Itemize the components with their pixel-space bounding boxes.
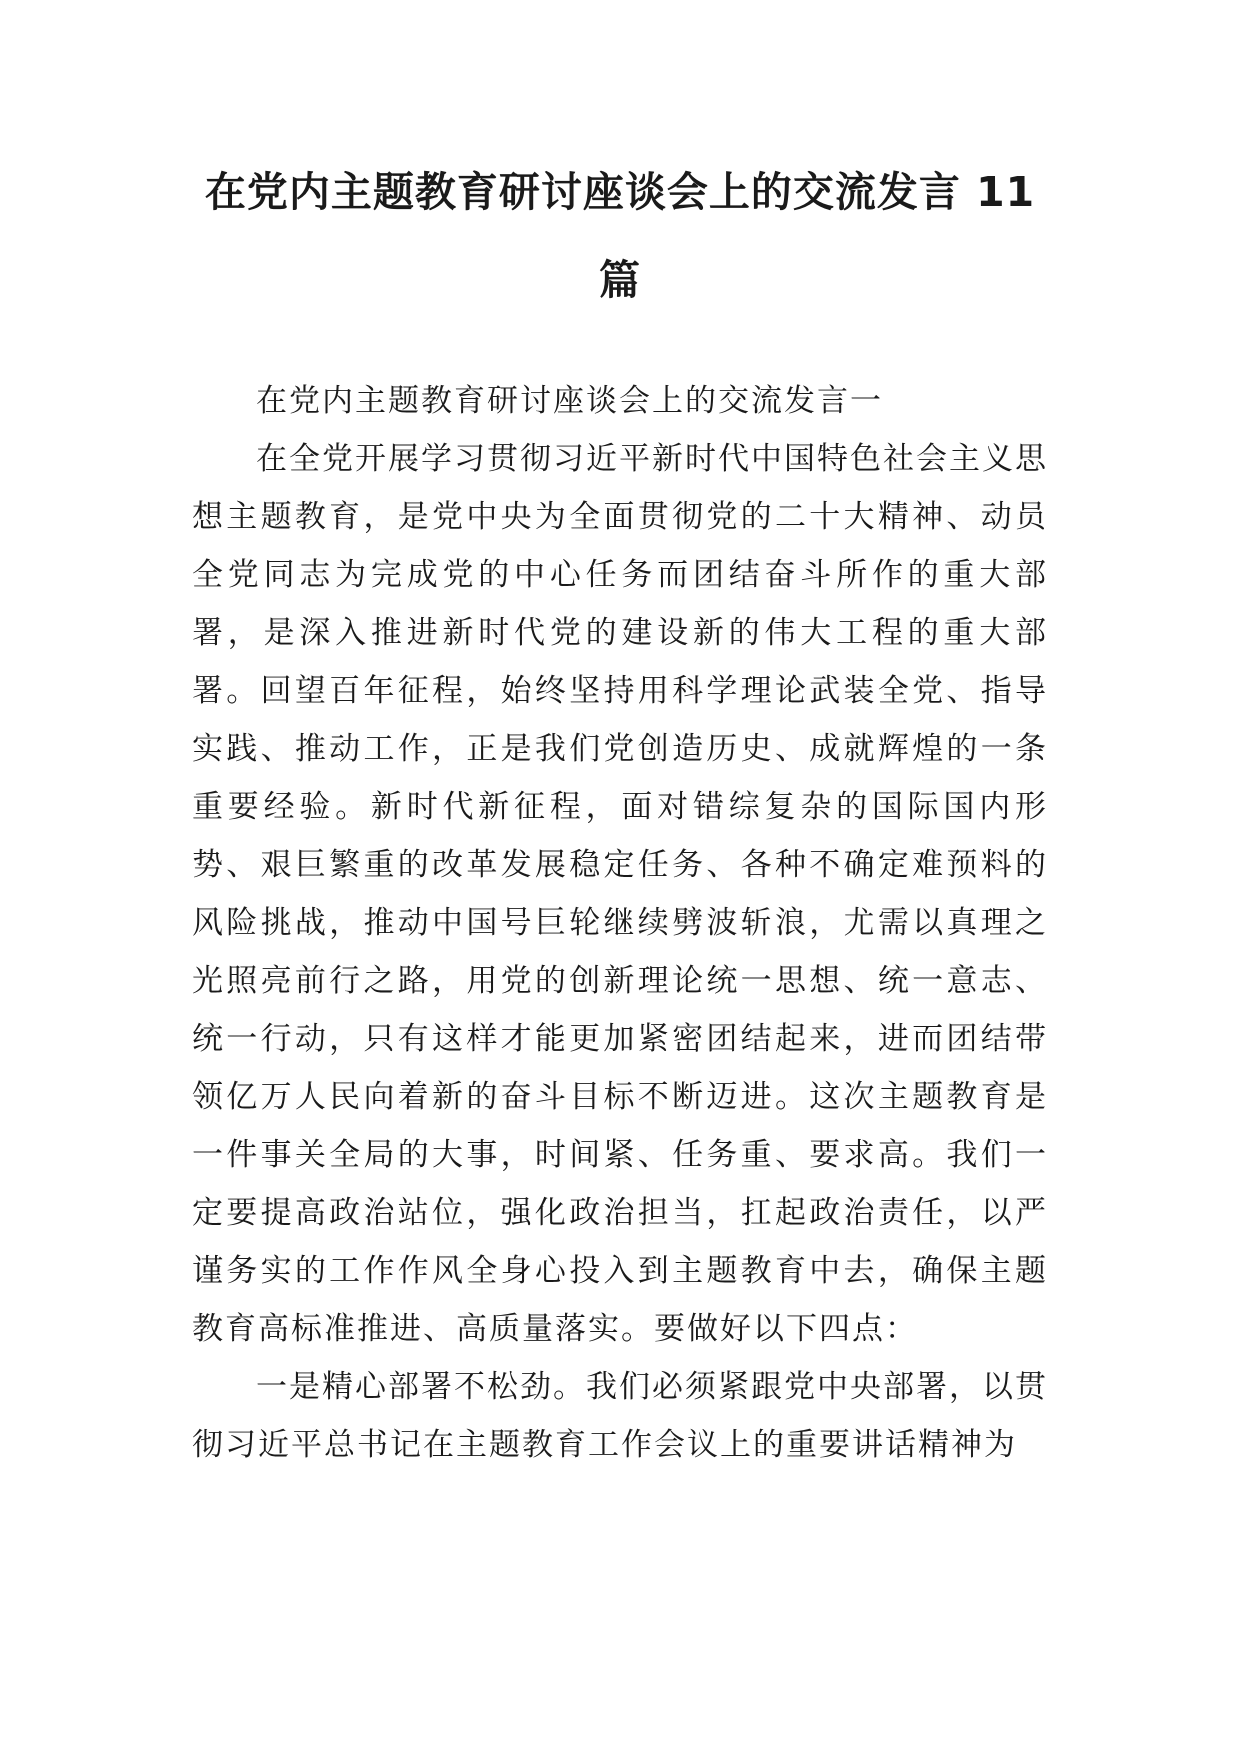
section-heading: 在党内主题教育研讨座谈会上的交流发言一	[256, 383, 883, 419]
document-title: 在党内主题教育研讨座谈会上的交流发言 11 篇	[204, 168, 1036, 304]
body-paragraph: 在全党开展学习贯彻习近平新时代中国特色社会主义思想主题教育，是党中央为全面贯彻党的二十大精神、动员全党同志为完成党的中心任务而团结奋斗所作的重大部署，是深入推进新时代党的建设新的伟大工程的重大部署。回望百年征程，始终坚持用科学理论武装全党、指导实践、推动工作，正是我们党创造历史、成就辉煌的一条重要经验。新时代新征程，面对错综复杂的国际国内形势、艰巨繁重的改革发展稳定任务、各种不确定难预料的风险挑战，推动中国号巨轮继续劈波斩浪，尤需以真理之光照亮前行之路，用党的创新理论统一思想、统一意志、统一行动，只有这样才能更加紧密团结起来，进而团结带领亿万人民向着新的奋斗目标不断迈进。这次主题教育是一件事关全局的大事，时间紧、任务重、要求高。我们一定要提高政治站位，强化政治担当，扛起政治责任，以严谨务实的工作作风全身心投入到主题教育中去，确保主题教育高标准推进、高质量落实。要做好以下四点：	[192, 441, 1048, 1347]
document-body	[192, 372, 1048, 1474]
body-paragraph: 一是精心部署不松劲。我们必须紧跟党中央部署，以贯彻习近平总书记在主题教育工作会议上的重要讲话精神为	[192, 1369, 1048, 1463]
